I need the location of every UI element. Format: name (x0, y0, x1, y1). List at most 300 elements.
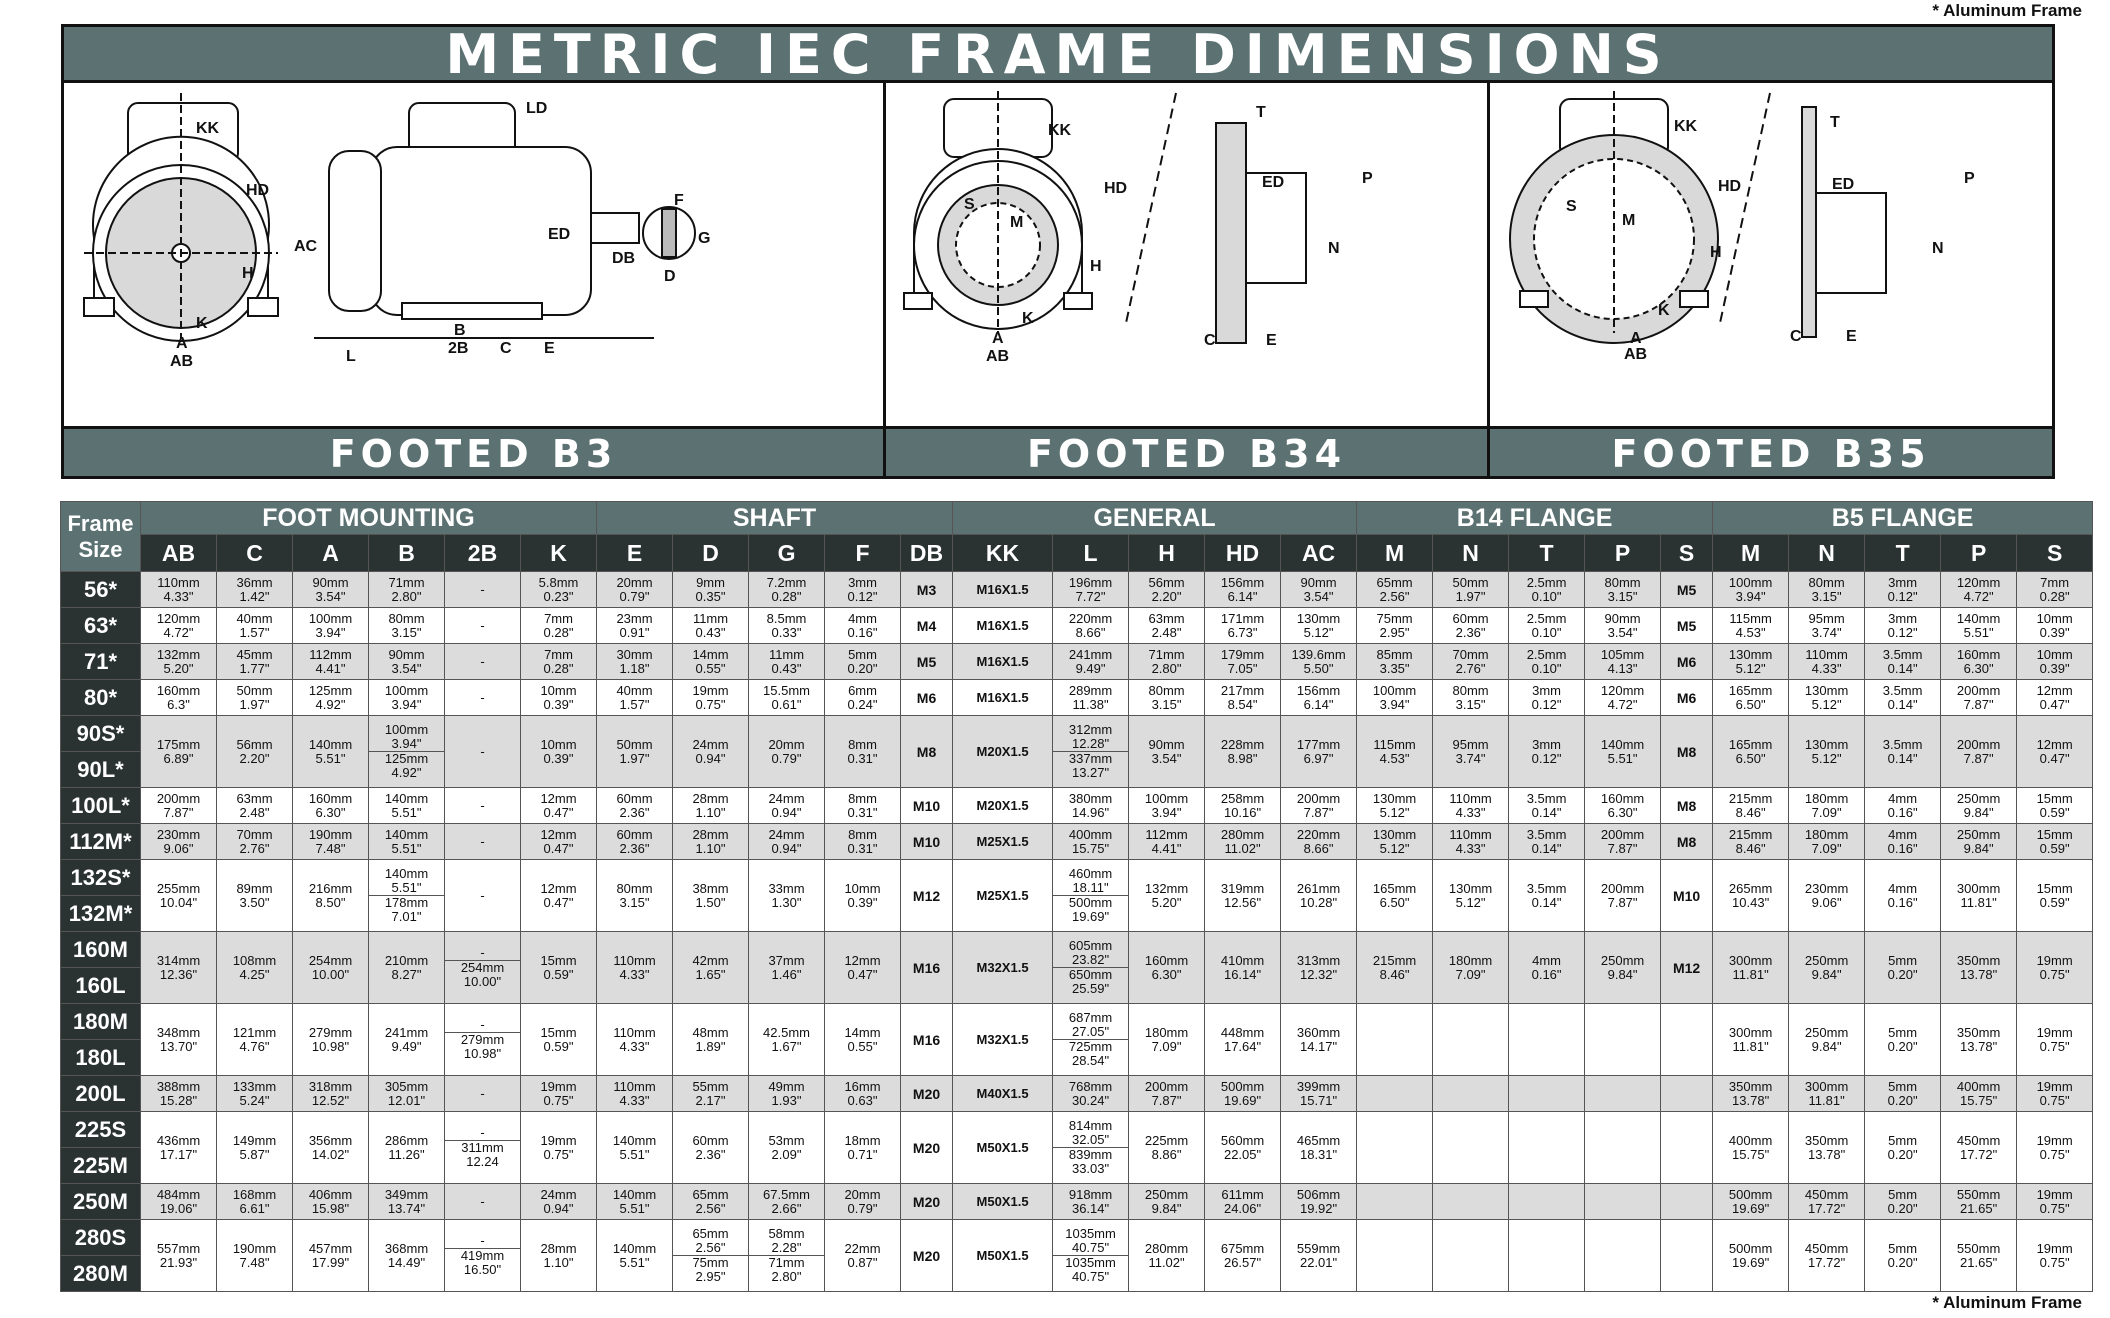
table-cell: 130mm 5.12" (1357, 824, 1433, 860)
table-cell: 312mm 12.28" 337mm 13.27" (1053, 716, 1129, 788)
table-cell: 279mm 10.98" (293, 1004, 369, 1076)
table-cell: 210mm 8.27" (369, 932, 445, 1004)
table-cell: 100mm 3.94" (1129, 788, 1205, 824)
table-cell: 768mm 30.24" (1053, 1076, 1129, 1112)
label-c: C (1204, 332, 1216, 349)
table-cell (1433, 1076, 1509, 1112)
table-cell: 140mm 5.51" 178mm 7.01" (369, 860, 445, 932)
table-cell: 42.5mm 1.67" (749, 1004, 825, 1076)
table-cell: 255mm 10.04" (141, 860, 217, 932)
table-cell (1509, 1220, 1585, 1292)
table-cell: 388mm 15.28" (141, 1076, 217, 1112)
label-t: T (1830, 114, 1840, 131)
table-cell: 230mm 9.06" (141, 824, 217, 860)
table-cell: 300mm 11.81" (1941, 860, 2017, 932)
table-cell: - (445, 1076, 521, 1112)
table-cell: 55mm 2.17" (673, 1076, 749, 1112)
table-cell: 65mm 2.56" 75mm 2.95" (673, 1220, 749, 1292)
panel-footed-b35 (1490, 83, 2052, 476)
table-cell: 10mm 0.39" (521, 680, 597, 716)
table-cell: 611mm 24.06" (1205, 1184, 1281, 1220)
table-cell: 110mm 4.33" (1433, 788, 1509, 824)
table-cell: 20mm 0.79" (749, 716, 825, 788)
table-cell: 200mm 7.87" (1585, 824, 1661, 860)
table-cell: 506mm 19.92" (1281, 1184, 1357, 1220)
table-cell: 22mm 0.87" (825, 1220, 901, 1292)
table-cell: 314mm 12.36" (141, 932, 217, 1004)
table-cell: 80mm 3.15" (1789, 572, 1865, 608)
table-row (61, 860, 2093, 896)
table-cell: 20mm 0.79" (597, 572, 673, 608)
label-kk: KK (1048, 122, 1072, 139)
table-cell: 24mm 0.94" (749, 788, 825, 824)
table-cell: 368mm 14.49" (369, 1220, 445, 1292)
table-cell: M6 (1661, 680, 1713, 716)
table-cell: 36mm 1.42" (217, 572, 293, 608)
frame-size-cell: 56* (61, 572, 141, 608)
table-cell: 120mm 4.72" (1585, 680, 1661, 716)
table-cell: 5mm 0.20" (825, 644, 901, 680)
table-cell: 8mm 0.31" (825, 788, 901, 824)
table-cell: 2.5mm 0.10" (1509, 572, 1585, 608)
label-t: T (1256, 104, 1266, 121)
table-cell: 160mm 6.30" (293, 788, 369, 824)
table-cell: 140mm 5.51" (1941, 608, 2017, 644)
table-cell: 5mm 0.20" (1865, 932, 1941, 1004)
table-cell: 12mm 0.47" (521, 788, 597, 824)
table-cell: 300mm 11.81" (1713, 1004, 1789, 1076)
label-h: H (242, 265, 254, 282)
table-cell: 250mm 9.84" (1585, 932, 1661, 1004)
table-cell: M16X1.5 (953, 608, 1053, 644)
table-cell: 80mm 3.15" (1585, 572, 1661, 608)
table-cell: 200mm 7.87" (1585, 860, 1661, 932)
label-ac: AC (294, 238, 318, 255)
table-cell: 18mm 0.71" (825, 1112, 901, 1184)
label-m: M (1622, 212, 1636, 229)
table-cell: 190mm 7.48" (293, 824, 369, 860)
table-cell: 5.8mm 0.23" (521, 572, 597, 608)
table-row (61, 824, 2093, 860)
table-cell: 15mm 0.59" (2017, 788, 2093, 824)
table-cell: 130mm 5.12" (1281, 608, 1357, 644)
table-cell: 177mm 6.97" (1281, 716, 1357, 788)
table-cell: 110mm 4.33" (597, 1076, 673, 1112)
table-cell: 4mm 0.16" (1865, 824, 1941, 860)
table-cell: M20 (901, 1112, 953, 1184)
label-n: N (1328, 240, 1340, 257)
table-cell: 280mm 11.02" (1205, 824, 1281, 860)
frame-size-cell: 280S (61, 1220, 141, 1256)
label-l: L (346, 348, 356, 365)
table-cell: 350mm 13.78" (1789, 1112, 1865, 1184)
column-header: M (1357, 535, 1433, 572)
table-cell: 250mm 9.84" (1941, 824, 2017, 860)
table-cell: 171mm 6.73" (1205, 608, 1281, 644)
table-cell (1585, 1184, 1661, 1220)
table-cell: M16X1.5 (953, 572, 1053, 608)
table-cell: 80mm 3.15" (597, 860, 673, 932)
table-cell: 165mm 6.50" (1713, 716, 1789, 788)
table-cell: 220mm 8.66" (1281, 824, 1357, 860)
table-cell: 130mm 5.12" (1433, 860, 1509, 932)
table-cell: 100mm 3.94" 125mm 4.92" (369, 716, 445, 788)
panel-footed-b3 (64, 83, 886, 476)
label-n: N (1932, 240, 1944, 257)
table-cell: 50mm 1.97" (217, 680, 293, 716)
column-header: 2B (445, 535, 521, 572)
table-cell: 10mm 0.39" (2017, 608, 2093, 644)
table-cell: 250mm 9.84" (1941, 788, 2017, 824)
table-cell: M20X1.5 (953, 788, 1053, 824)
table-cell: 196mm 7.72" (1053, 572, 1129, 608)
column-header: S (2017, 535, 2093, 572)
table-cell: - (445, 716, 521, 788)
table-cell: M20 (901, 1184, 953, 1220)
table-cell: 8mm 0.31" (825, 824, 901, 860)
table-cell: 7mm 0.28" (521, 644, 597, 680)
table-cell: 45mm 1.77" (217, 644, 293, 680)
table-cell: M25X1.5 (953, 824, 1053, 860)
table-cell: M20X1.5 (953, 716, 1053, 788)
table-cell: 450mm 17.72" (1941, 1112, 2017, 1184)
label-f: F (674, 192, 684, 209)
table-cell (1357, 1004, 1433, 1076)
label-h: H (1090, 258, 1102, 275)
table-cell: 71mm 2.80" (369, 572, 445, 608)
table-cell: 241mm 9.49" (369, 1004, 445, 1076)
table-cell: 63mm 2.48" (217, 788, 293, 824)
column-header: AC (1281, 535, 1357, 572)
table-cell: 250mm 9.84" (1789, 932, 1865, 1004)
table-cell: 225mm 8.86" (1129, 1112, 1205, 1184)
table-cell: 305mm 12.01" (369, 1076, 445, 1112)
table-cell: 38mm 1.50" (673, 860, 749, 932)
column-header: B (369, 535, 445, 572)
table-cell: - (445, 824, 521, 860)
table-cell: 261mm 10.28" (1281, 860, 1357, 932)
label-e: E (1266, 332, 1277, 349)
table-cell: 180mm 7.09" (1789, 788, 1865, 824)
table-cell: M5 (901, 644, 953, 680)
label-e: E (1846, 328, 1857, 345)
table-cell: 215mm 8.46" (1713, 824, 1789, 860)
table-cell: 3mm 0.12" (1865, 608, 1941, 644)
table-cell: 1035mm 40.75" 1035mm 40.75" (1053, 1220, 1129, 1292)
label-p: P (1362, 170, 1373, 187)
label-k: K (1658, 302, 1670, 319)
table-cell: 70mm 2.76" (1433, 644, 1509, 680)
group-header: SHAFT (597, 502, 953, 535)
table-cell: 7mm 0.28" (521, 608, 597, 644)
table-cell: 3.5mm 0.14" (1509, 788, 1585, 824)
table-cell: 200mm 7.87" (1129, 1076, 1205, 1112)
table-cell: 3.5mm 0.14" (1865, 716, 1941, 788)
table-cell: 50mm 1.97" (597, 716, 673, 788)
table-cell: 4mm 0.16" (1509, 932, 1585, 1004)
table-cell: 175mm 6.89" (141, 716, 217, 788)
frame-size-cell: 200L (61, 1076, 141, 1112)
table-row (61, 680, 2093, 716)
label-a: A (992, 330, 1004, 347)
table-row (61, 932, 2093, 968)
table-cell: 5mm 0.20" (1865, 1004, 1941, 1076)
table-cell (1661, 1076, 1713, 1112)
table-cell: M4 (901, 608, 953, 644)
table-cell: 814mm 32.05" 839mm 33.03" (1053, 1112, 1129, 1184)
frame-size-cell: 112M* (61, 824, 141, 860)
table-cell: 399mm 15.71" (1281, 1076, 1357, 1112)
table-cell: 37mm 1.46" (749, 932, 825, 1004)
table-cell: 550mm 21.65" (1941, 1220, 2017, 1292)
table-cell: 60mm 2.36" (1433, 608, 1509, 644)
table-cell: 140mm 5.51" (597, 1112, 673, 1184)
table-cell: 12mm 0.47" (825, 932, 901, 1004)
label-b: B (454, 322, 466, 339)
table-cell: 100mm 3.94" (1357, 680, 1433, 716)
dimensions-table-wrap (60, 501, 2073, 1292)
table-cell: 48mm 1.89" (673, 1004, 749, 1076)
table-cell: 20mm 0.79" (825, 1184, 901, 1220)
table-cell: 110mm 4.33" (597, 1004, 673, 1076)
label-e: E (544, 340, 555, 357)
table-cell: 6mm 0.24" (825, 680, 901, 716)
label-c: C (1790, 328, 1802, 345)
table-cell: 2.5mm 0.10" (1509, 644, 1585, 680)
table-cell: 300mm 11.81" (1713, 932, 1789, 1004)
table-cell: 130mm 5.12" (1713, 644, 1789, 680)
table-cell: 19mm 0.75" (2017, 1220, 2093, 1292)
table-cell: M8 (901, 716, 953, 788)
table-cell: 241mm 9.49" (1053, 644, 1129, 680)
column-header: K (521, 535, 597, 572)
table-cell (1661, 1220, 1713, 1292)
table-cell: 450mm 17.72" (1789, 1184, 1865, 1220)
table-cell (1509, 1004, 1585, 1076)
label-ab: AB (986, 348, 1010, 365)
table-cell: - (445, 644, 521, 680)
table-cell: 500mm 19.69" (1205, 1076, 1281, 1112)
table-row (61, 788, 2093, 824)
table-cell: M32X1.5 (953, 1004, 1053, 1076)
table-cell: 9mm 0.35" (673, 572, 749, 608)
table-cell: 19mm 0.75" (2017, 1076, 2093, 1112)
table-cell: M50X1.5 (953, 1112, 1053, 1184)
column-header: HD (1205, 535, 1281, 572)
table-cell: 7.2mm 0.28" (749, 572, 825, 608)
label-k: K (1022, 310, 1034, 327)
table-cell: 200mm 7.87" (1941, 680, 2017, 716)
table-cell: 436mm 17.17" (141, 1112, 217, 1184)
table-cell: 460mm 18.11" 500mm 19.69" (1053, 860, 1129, 932)
table-cell: M10 (901, 788, 953, 824)
table-cell: 180mm 7.09" (1433, 932, 1509, 1004)
table-cell: 5mm 0.20" (1865, 1184, 1941, 1220)
table-cell: 406mm 15.98" (293, 1184, 369, 1220)
table-cell: 23mm 0.91" (597, 608, 673, 644)
table-cell: 133mm 5.24" (217, 1076, 293, 1112)
table-cell: 165mm 6.50" (1713, 680, 1789, 716)
table-cell: 130mm 5.12" (1789, 716, 1865, 788)
label-a: A (1630, 330, 1642, 347)
table-cell: 180mm 7.09" (1789, 824, 1865, 860)
table-cell: 448mm 17.64" (1205, 1004, 1281, 1076)
aluminum-frame-note-top: * Aluminum Frame (1932, 1, 2082, 20)
table-cell: 400mm 15.75" (1053, 824, 1129, 860)
table-cell: 5mm 0.20" (1865, 1112, 1941, 1184)
table-cell: 160mm 6.30" (1941, 644, 2017, 680)
table-cell: 40mm 1.57" (217, 608, 293, 644)
table-cell: 356mm 14.02" (293, 1112, 369, 1184)
table-cell: 60mm 2.36" (673, 1112, 749, 1184)
column-header: G (749, 535, 825, 572)
table-row (61, 608, 2093, 644)
table-cell: 80mm 3.15" (1433, 680, 1509, 716)
column-header: A (293, 535, 369, 572)
table-cell: 132mm 5.20" (1129, 860, 1205, 932)
table-cell: 10mm 0.39" (2017, 644, 2093, 680)
table-cell: 56mm 2.20" (1129, 572, 1205, 608)
table-cell: 200mm 7.87" (1941, 716, 2017, 788)
table-cell: 14mm 0.55" (825, 1004, 901, 1076)
table-cell (1357, 1220, 1433, 1292)
table-cell: - 279mm 10.98" (445, 1004, 521, 1076)
table-cell: 4mm 0.16" (1865, 788, 1941, 824)
table-cell: M40X1.5 (953, 1076, 1053, 1112)
label-db: DB (612, 250, 636, 267)
table-cell (1433, 1112, 1509, 1184)
label-g: G (698, 230, 711, 247)
table-cell: 112mm 4.41" (293, 644, 369, 680)
table-cell: - (445, 860, 521, 932)
table-cell: 280mm 11.02" (1129, 1220, 1205, 1292)
table-cell: 450mm 17.72" (1789, 1220, 1865, 1292)
table-cell: 90mm 3.54" (1281, 572, 1357, 608)
table-cell: 5mm 0.20" (1865, 1220, 1941, 1292)
table-cell: 24mm 0.94" (749, 824, 825, 860)
table-cell: M25X1.5 (953, 860, 1053, 932)
group-header: B14 FLANGE (1357, 502, 1713, 535)
table-cell: 400mm 15.75" (1941, 1076, 2017, 1112)
table-cell: M50X1.5 (953, 1184, 1053, 1220)
frame-size-cell: 280M (61, 1256, 141, 1292)
table-cell: 19mm 0.75" (2017, 1112, 2093, 1184)
table-cell: 3mm 0.12" (1509, 680, 1585, 716)
table-cell: 108mm 4.25" (217, 932, 293, 1004)
table-cell: 71mm 2.80" (1129, 644, 1205, 680)
table-row (61, 644, 2093, 680)
frame-size-header: Frame Size (61, 502, 141, 572)
table-cell: M10 (1661, 860, 1713, 932)
table-cell: 24mm 0.94" (521, 1184, 597, 1220)
table-cell: 168mm 6.61" (217, 1184, 293, 1220)
table-cell: 115mm 4.53" (1713, 608, 1789, 644)
table-cell (1661, 1184, 1713, 1220)
table-row (61, 1076, 2093, 1112)
frame-size-cell: 63* (61, 608, 141, 644)
table-cell: 80mm 3.15" (369, 608, 445, 644)
table-cell: 70mm 2.76" (217, 824, 293, 860)
table-cell: 115mm 4.53" (1357, 716, 1433, 788)
column-header: F (825, 535, 901, 572)
label-hd: HD (1104, 180, 1128, 197)
table-cell: 15mm 0.59" (2017, 860, 2093, 932)
table-cell: 15mm 0.59" (521, 932, 597, 1004)
table-cell: 200mm 7.87" (141, 788, 217, 824)
table-cell: 675mm 26.57" (1205, 1220, 1281, 1292)
frame-size-cell: 90S* (61, 716, 141, 752)
table-cell: 318mm 12.52" (293, 1076, 369, 1112)
table-cell: 350mm 13.78" (1713, 1076, 1789, 1112)
table-cell: 50mm 1.97" (1433, 572, 1509, 608)
table-row (61, 1004, 2093, 1040)
table-cell (1509, 1076, 1585, 1112)
table-cell: 89mm 3.50" (217, 860, 293, 932)
table-cell: M5 (1661, 572, 1713, 608)
table-cell: 918mm 36.14" (1053, 1184, 1129, 1220)
column-header: M (1713, 535, 1789, 572)
column-header: T (1865, 535, 1941, 572)
dimension-diagrams (61, 24, 2055, 479)
table-cell: - 254mm 10.00" (445, 932, 521, 1004)
table-cell: 90mm 3.54" (293, 572, 369, 608)
table-cell: 120mm 4.72" (141, 608, 217, 644)
table-cell (1661, 1004, 1713, 1076)
table-cell: 11mm 0.43" (673, 608, 749, 644)
column-header: P (1941, 535, 2017, 572)
table-cell: M10 (901, 824, 953, 860)
frame-size-cell: 180L (61, 1040, 141, 1076)
table-cell: 230mm 9.06" (1789, 860, 1865, 932)
table-cell: 67.5mm 2.66" (749, 1184, 825, 1220)
table-cell: 12mm 0.47" (2017, 716, 2093, 788)
table-cell: 11mm 0.43" (749, 644, 825, 680)
footed-b3-drawing (64, 83, 886, 428)
table-cell: 360mm 14.17" (1281, 1004, 1357, 1076)
table-cell: M16 (901, 932, 953, 1004)
table-cell: 254mm 10.00" (293, 932, 369, 1004)
table-cell: M5 (1661, 608, 1713, 644)
table-cell: 457mm 17.99" (293, 1220, 369, 1292)
caption-footed-b3: FOOTED B3 (64, 426, 883, 476)
table-cell: M8 (1661, 788, 1713, 824)
label-s: S (964, 196, 975, 213)
table-cell: 559mm 22.01" (1281, 1220, 1357, 1292)
table-cell: - (445, 680, 521, 716)
table-cell: M6 (901, 680, 953, 716)
table-cell (1661, 1112, 1713, 1184)
table-row (61, 716, 2093, 752)
table-cell: 410mm 16.14" (1205, 932, 1281, 1004)
table-cell: 4mm 0.16" (825, 608, 901, 644)
table-cell: 10mm 0.39" (521, 716, 597, 788)
label-s: S (1566, 198, 1577, 215)
frame-size-cell: 225S (61, 1112, 141, 1148)
table-cell: 217mm 8.54" (1205, 680, 1281, 716)
table-cell: 265mm 10.43" (1713, 860, 1789, 932)
table-cell: 12mm 0.47" (521, 824, 597, 860)
table-cell: 300mm 11.81" (1789, 1076, 1865, 1112)
frame-size-cell: 250M (61, 1184, 141, 1220)
label-kk: KK (196, 120, 220, 137)
table-cell (1585, 1220, 1661, 1292)
table-cell: 140mm 5.51" (597, 1184, 673, 1220)
table-cell: 156mm 6.14" (1281, 680, 1357, 716)
table-cell: 56mm 2.20" (217, 716, 293, 788)
table-cell: 140mm 5.51" (369, 788, 445, 824)
table-cell: 90mm 3.54" (1585, 608, 1661, 644)
aluminum-frame-note-bottom: * Aluminum Frame (1932, 1293, 2082, 1312)
